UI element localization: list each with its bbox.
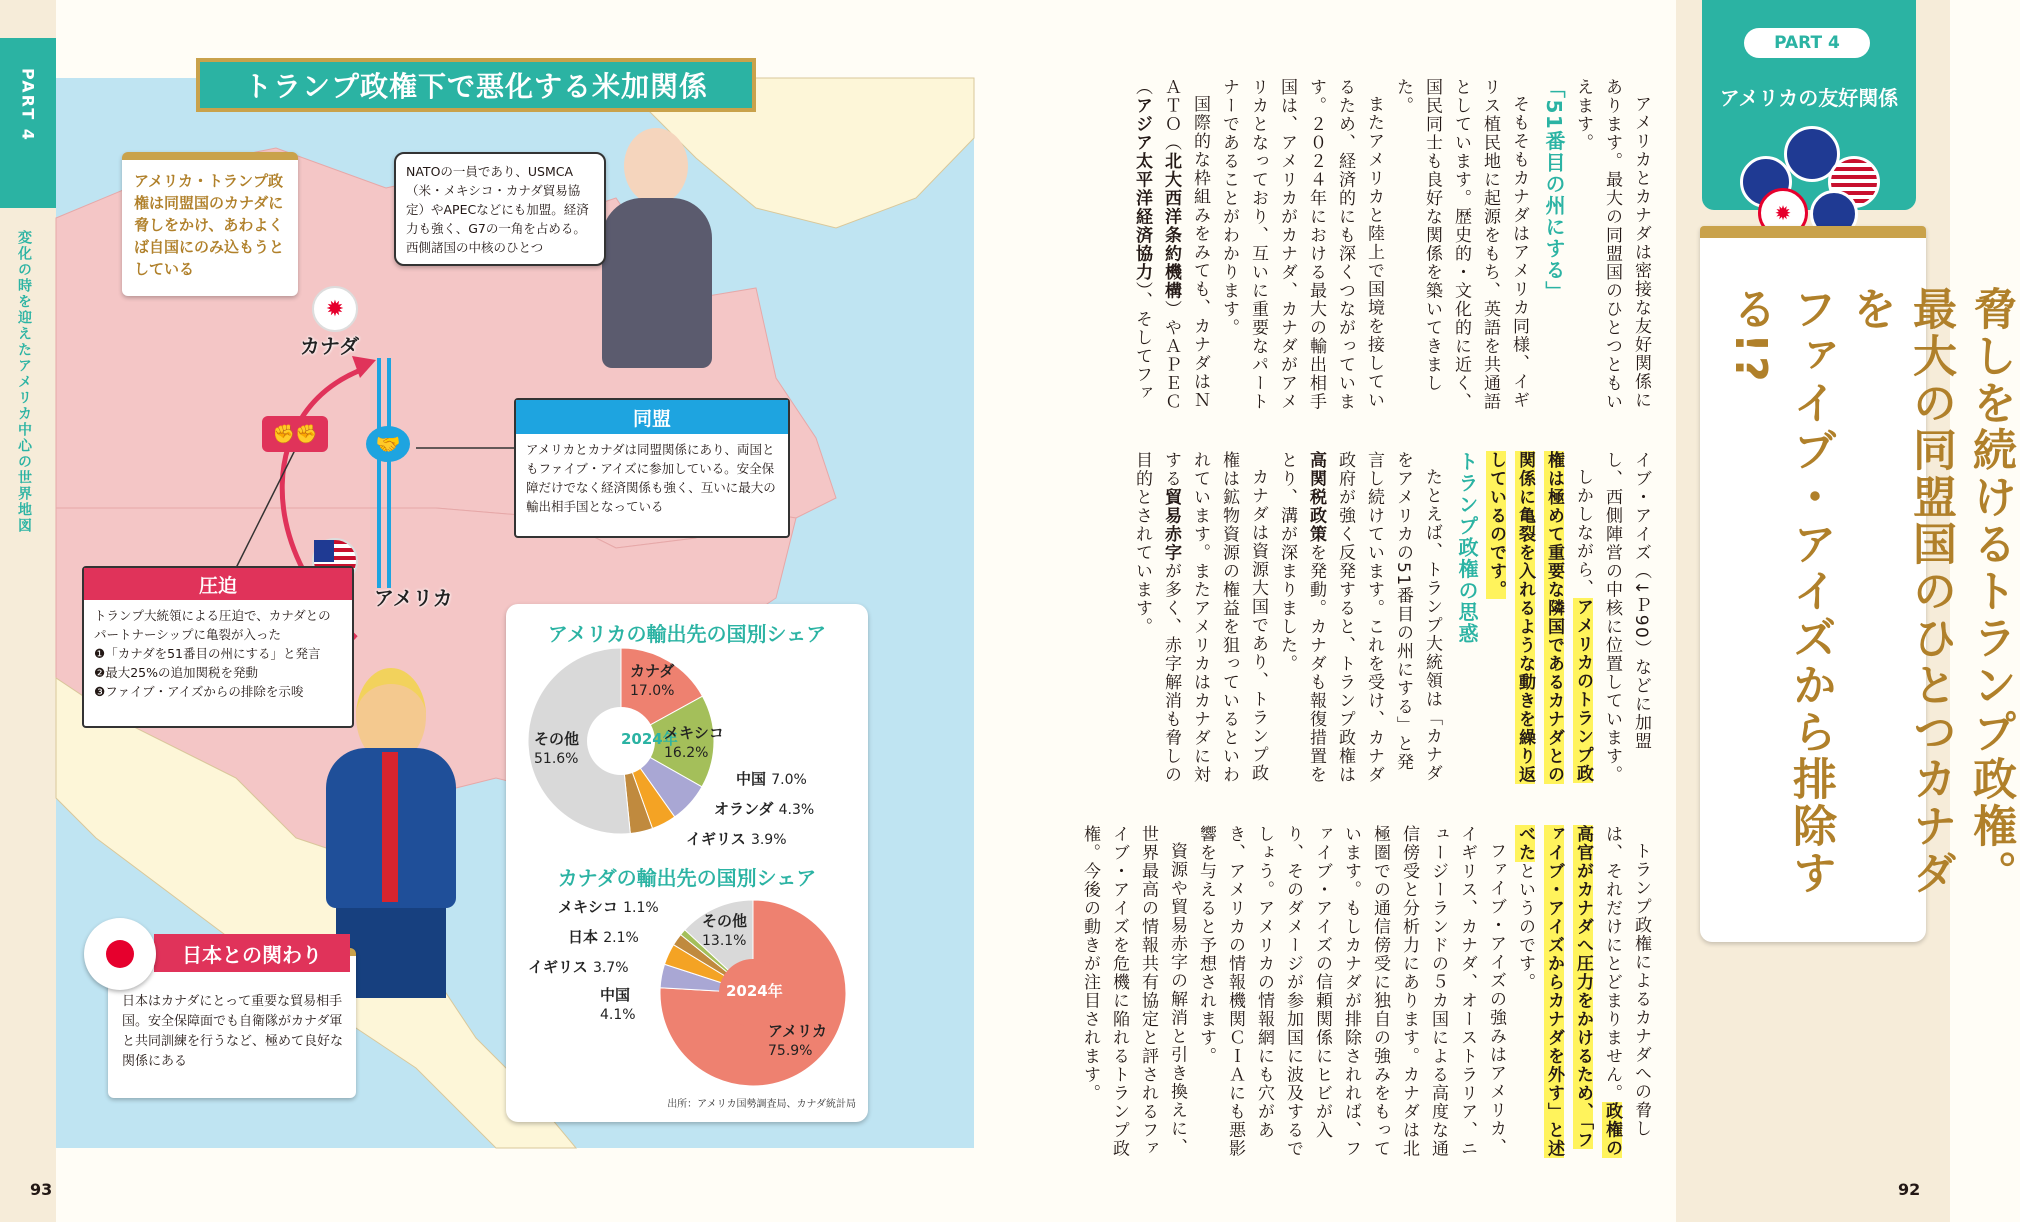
pressure-box — [82, 566, 354, 728]
pie-label: アメリカ 75.9% — [768, 1022, 827, 1059]
chart-title-usa: アメリカの輸出先の国別シェア — [547, 622, 827, 646]
usa-label: アメリカ — [374, 586, 453, 610]
pie-label: 中国 7.0% — [736, 770, 807, 788]
trump-policy-note: アメリカ・トランプ政権は同盟国のカナダに脅しをかけ、あわよくば自国にのみ込もうとしている — [122, 152, 298, 296]
pie-label: 日本 2.1% — [568, 928, 639, 946]
pie-label: カナダ 17.0% — [630, 662, 675, 699]
page-number-right: 92 — [1898, 1180, 1921, 1199]
handshake-icon: 🤝 — [366, 426, 410, 462]
pie-canada-center-label: 2024年 — [726, 982, 783, 1000]
pressure-item: ❸ファイブ・アイズからの排除を示唆 — [94, 684, 304, 699]
paragraph: 資源や貿易赤字の解消と引き換えに、世界最高の情報共有協定と評されるファイブ・アイズを危機に陥れるトランプ政権。今後の動きが注目されます。 — [1080, 824, 1187, 1158]
pie-label: メキシコ 1.1% — [558, 898, 659, 916]
alliance-header: 同盟 — [516, 400, 788, 434]
pie-label: メキシコ 16.2% — [664, 724, 724, 761]
part-badge: PART 4 — [1744, 28, 1870, 58]
paragraph: たとえば、トランプ大統領は「カナダをアメリカの51番目の州にする」と発言し続けています。これを受け、カナダ政府が強く反発すると、トランプ政権は高関税政策を発動。カナダも報復措置をとり、溝が深まりました。 — [1277, 451, 1442, 785]
paragraph: アメリカとカナダは密接な友好関係にあります。最大の同盟国のひとつともいえます。 — [1573, 78, 1651, 411]
japan-relation-title: 日本との関わり — [154, 934, 350, 972]
section-heading: 「51番目の州にする」 — [1542, 78, 1566, 303]
left-part-tab: PART 4 — [0, 38, 56, 208]
map-title: トランプ政権下で悪化する米加関係 — [196, 58, 756, 112]
pie-label: イギリス 3.7% — [528, 958, 629, 976]
japan-flag-icon — [84, 918, 156, 990]
canada-label: カナダ — [300, 334, 359, 358]
pressure-header: 圧迫 — [84, 568, 352, 600]
paragraph: ファイブ・アイズの強みはアメリカ、イギリス、カナダ、オーストラリア、ニュージーランドの５カ国による高度な通信傍受と分析力にあります。カナダは北極圏での通信傍受に独自の強みをもっています。もしカナダが排除されれば、ファイブ・アイズの信頼関係にヒビが入り、そのダメージが参加国に波及するでしょう。アメリカの情報網にも穴があき、アメリカの情報機関ＣＩＡにも悪影響を与えると予想されます。 — [1196, 824, 1506, 1158]
paragraph: カナダは資源大国であり、トランプ政権は鉱物資源の権益を狙っているといわれています。またアメリカはカナダに対する貿易赤字が多く、赤字解消も脅しの目的とされています。 — [1132, 451, 1268, 785]
clash-icon: ✊✊ — [262, 416, 328, 452]
pie-usa-center-label: 2024年 — [621, 730, 678, 748]
japan-relation-box: 日本はカナダにとって重要な貿易相手国。安全保障面でも自衛隊がカナダ軍と共同訓練を行うなど、極めて良好な関係にある — [108, 948, 356, 1098]
pie-label: イギリス 3.9% — [686, 830, 787, 848]
pressure-text: トランプ大統領による圧迫で、カナダとのパートナーシップに亀裂が入った — [94, 608, 331, 642]
pressure-body — [84, 600, 352, 707]
pie-label: 中国 4.1% — [600, 986, 636, 1023]
five-eyes-flags-icon: ✹ — [1740, 126, 1880, 226]
canada-flag-icon: ✹ — [312, 286, 358, 332]
paragraph: そもそもカナダはアメリカ同様、イギリス植民地に起源をもち、英語を共通語としています。歴史的・文化的に近く、国民同士も良好な関係を築いてきました。 — [1393, 78, 1529, 411]
paragraph: 国際的な枠組みをみても、カナダはＮＡＴＯ（北大西洋条約機構）やＡＰＥＣ（アジア太平洋経済協力）、そしてファイブ・アイズ（↓Ｐ90）などに加盟し、西側陣営の中核に位置しています。 — [1132, 78, 1651, 785]
section-heading: トランプ政権の思惑 — [1455, 451, 1479, 645]
pressure-item: ❶「カナダを51番目の州にする」と発言 — [94, 646, 321, 661]
alliance-body: アメリカとカナダは同盟関係にあり、両国ともファイブ・アイズに参加している。安全保障だけでなく経済関係も強く、互いに最大の輸出相手国となっている — [526, 442, 776, 514]
canada-leader-illustration — [602, 128, 712, 368]
pie-label: その他 51.6% — [534, 730, 580, 767]
export-share-charts — [506, 604, 868, 1122]
page-number-left: 93 — [30, 1180, 53, 1199]
canada-membership-note: NATOの一員であり、USMCA（米・メキシコ・カナダ貿易協定）やAPECなどにも加盟。経済力も強く、G7の一角を占める。西側諸国の中核のひとつ — [394, 152, 606, 266]
left-part-subtitle: 変化の時を迎えたアメリカ中心の世界地図 — [16, 230, 32, 534]
chart-title-canada: カナダの輸出先の国別シェア — [557, 866, 817, 890]
article-body — [1075, 78, 1655, 1158]
alliance-box — [514, 398, 790, 538]
chart-source: 出所：アメリカ国勢調査局、カナダ統計局 — [667, 1099, 856, 1110]
pressure-item: ❷最大25%の追加関税を発動 — [94, 665, 258, 680]
pie-label: その他 13.1% — [702, 912, 748, 949]
pie-label: オランダ 4.3% — [714, 800, 815, 818]
part-title: アメリカの友好関係 — [1719, 86, 1899, 110]
paragraph: トランプ政権によるカナダへの脅しは、それだけにとどまりません。政権の高官がカナダへ圧力をかけるため、「ファイブ・アイズからカナダを外す」と述べたというのです。 — [1515, 824, 1651, 1158]
page-headline: 脅しを続けるトランプ政権。 最大の同盟国のひとつカナダを ファイブ・アイズから排除する!? — [1725, 286, 2016, 897]
paragraph: しかしながら、アメリカのトランプ政権は極めて重要な隣国であるカナダとの関係に亀裂を入れるような動きを繰り返しているのです。 — [1486, 451, 1593, 785]
paragraph: またアメリカと陸上で国境を接しているため、経済的にも深くつながっています。２０２４年における最大の輸出相手国は、アメリカがカナダ、カナダがアメリカとなっており、互いに重要なパートナーであることがわかります。 — [1219, 78, 1384, 411]
